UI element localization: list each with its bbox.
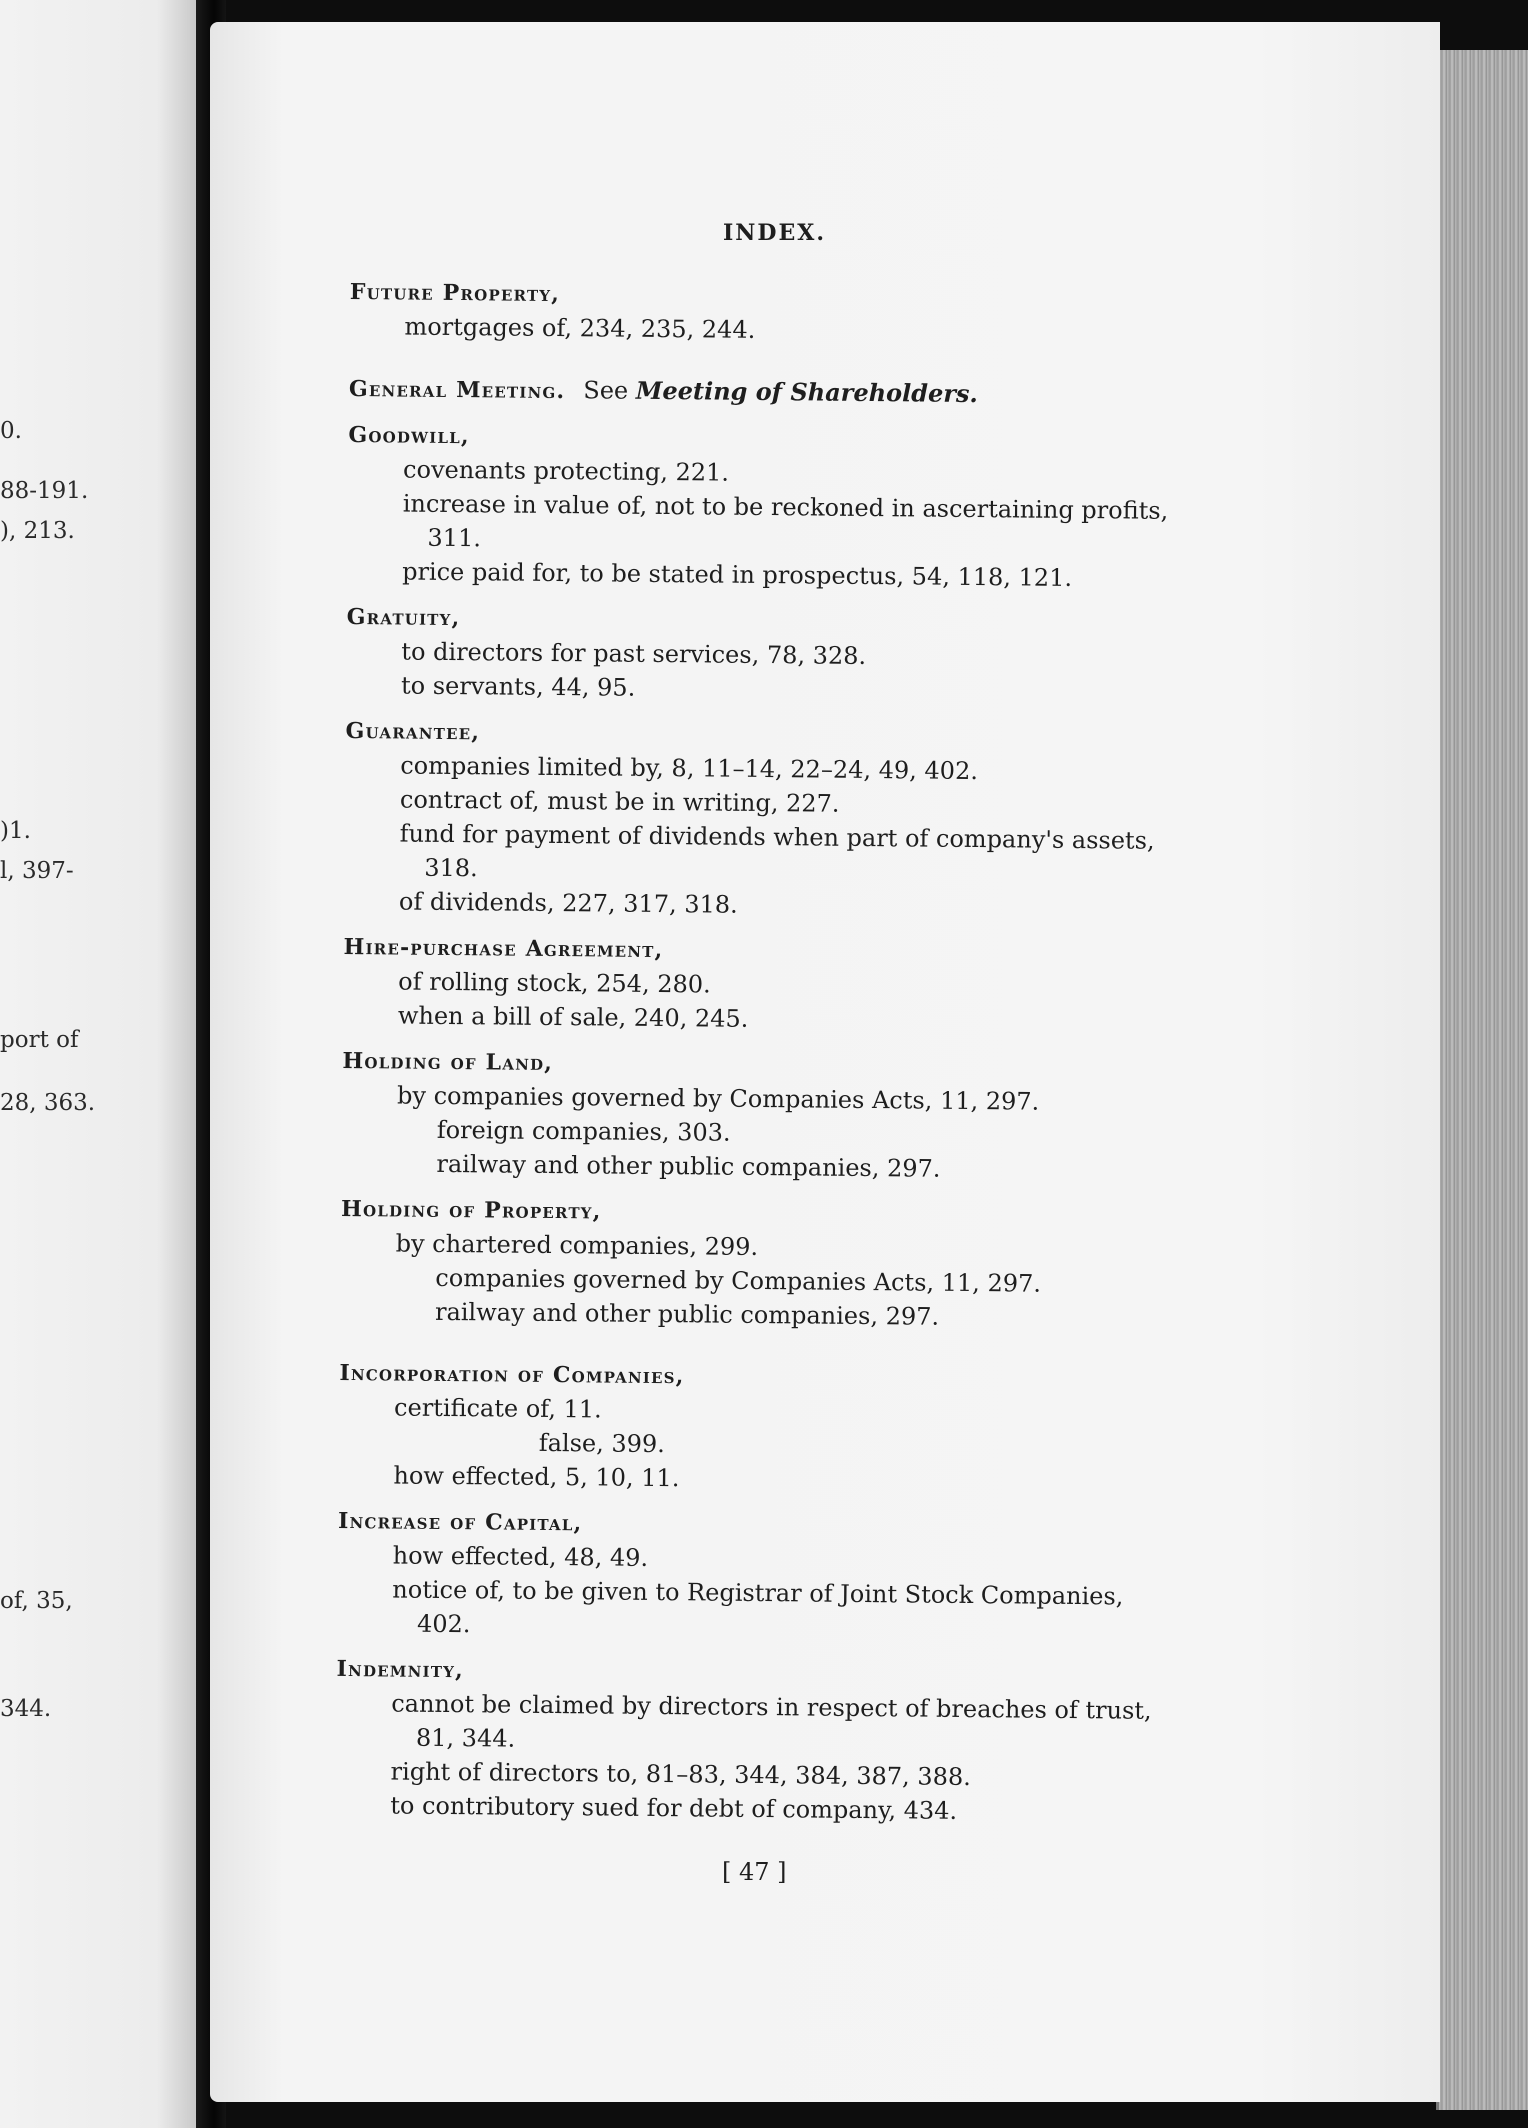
sub-entry-continuation: 318. [424,853,478,883]
sub-sub-entry: false, 399. [538,1428,666,1459]
sub-sub-entry: foreign companies, 303. [436,1115,731,1147]
heading-text: General Meeting. [348,375,566,405]
page-number: [ 47 ] [722,1858,787,1886]
sub-entry: of dividends, 227, 317, 318. [398,887,738,919]
sub-entry: of rolling stock, 254, 280. [398,967,711,999]
index-entry [349,371,1189,414]
left-fragment: )1. [0,818,31,844]
sub-entry [337,1572,1178,1648]
entry-heading: Future Property, [349,278,561,308]
entry-heading: Indemnity, [336,1655,465,1684]
entry-heading: Goodwill, [348,421,470,450]
sub-entry [336,1686,1177,1762]
page-edges [1436,50,1528,2110]
sub-sub-entry: railway and other public companies, 297. [436,1149,941,1183]
sub-entry: certificate of, 11. [393,1393,602,1424]
sub-entry: contract of, must be in writing, 227. [399,785,840,818]
index-entry [335,1652,1177,1830]
left-fragment: ), 213. [0,518,75,544]
sub-entry-text: cannot be claimed by directors in respect of breaches of trust, [391,1689,1152,1725]
see-reference [583,376,978,408]
sub-entry: right of directors to, 81–83, 344, 384, 387, 388. [390,1757,971,1792]
entry-heading: Gratuity, [346,603,461,632]
entry-heading: Hire-purchase Agreement, [343,933,664,964]
sub-entry: when a bill of sale, 240, 245. [397,1001,749,1033]
index-entry [340,1192,1181,1336]
sub-entry-continuation: 402. [416,1609,471,1639]
index-entry [343,930,1184,1040]
entry-heading [349,371,1189,414]
index-entry [349,275,1190,351]
left-fragment: of, 35, [0,1588,73,1614]
sub-entry: covenants protecting, 221. [403,455,730,487]
sub-sub-entry: railway and other public companies, 297. [434,1297,940,1331]
see-target: Meeting of Shareholders. [635,375,978,409]
entry-heading: Holding of Land, [342,1047,554,1076]
sub-entry: companies limited by, 8, 11–14, 22–24, 49, 402. [400,751,979,786]
sub-entry-continuation: 311. [427,523,482,553]
running-head: INDEX. [723,220,826,246]
index-entry [341,1044,1182,1188]
sub-sub-entry: companies governed by Companies Acts, 11, 297. [435,1263,1042,1298]
left-fragment: port of [0,1027,79,1053]
sub-entry: by companies governed by Companies Acts, 11, 297. [396,1081,1040,1116]
left-fragment: 88-191. [0,478,89,504]
index-entry [346,600,1187,710]
left-fragment: 28, 363. [0,1090,96,1116]
entry-heading: Holding of Property, [340,1195,602,1225]
sub-entry [344,816,1185,892]
index-entry [337,1504,1178,1648]
index-entry [344,714,1186,926]
entry-heading: Increase of Capital, [337,1507,583,1537]
sub-entry-text: fund for payment of dividends when part of company's assets, [399,819,1155,855]
sub-entry: mortgages of, 234, 235, 244. [404,312,756,344]
sub-entry-continuation: 81, 344. [415,1723,516,1753]
index-entry [338,1356,1179,1500]
sub-entry-text: notice of, to be given to Registrar of Joint Stock Companies, [392,1575,1124,1611]
sub-entry: how effected, 48, 49. [392,1541,649,1572]
sub-entry: how effected, 5, 10, 11. [393,1461,680,1493]
left-fragment: l, 397- [0,858,74,884]
sub-entry: price paid for, to be stated in prospectus, 54, 118, 121. [402,557,1073,592]
sub-entry: to directors for past services, 78, 328. [401,637,867,670]
left-fragment: 344. [0,1696,52,1722]
sub-entry: to contributory sued for debt of company, 434. [390,1791,958,1825]
sub-entry: by chartered companies, 299. [395,1229,759,1261]
sub-entry: to servants, 44, 95. [400,671,636,702]
index-entry [347,418,1189,596]
left-fragment: 0. [0,418,22,444]
left-facing-page [0,0,196,2128]
see-prefix: See [583,376,629,405]
sub-entry-text: increase in value of, not to be reckoned in ascertaining profits, [402,489,1169,525]
index-entries [335,275,1190,1842]
entry-heading: Incorporation of Companies, [339,1359,685,1390]
entry-heading: Guarantee, [345,717,481,746]
sub-entry [347,486,1188,562]
